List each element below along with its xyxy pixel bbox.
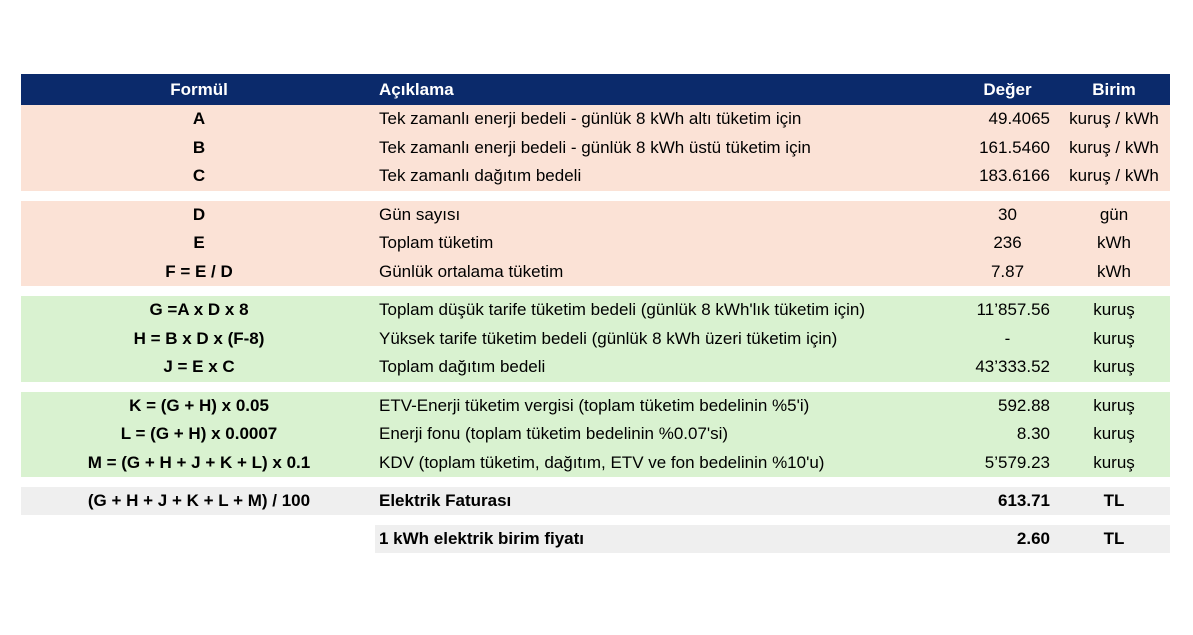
unit-cell: kuruş <box>1093 328 1135 348</box>
unit-cell: kuruş <box>1093 357 1135 377</box>
unit-price-value: 2.60 <box>1016 529 1050 548</box>
value-cell: - <box>1004 328 1011 348</box>
table-row <box>21 325 1170 354</box>
description-cell: Gün sayısı <box>379 204 461 224</box>
table-header <box>21 74 1170 105</box>
description-cell: Yüksek tarife tüketim bedeli (günlük 8 kWh üzeri tüketim için) <box>379 328 838 348</box>
invoice-table <box>21 74 1170 553</box>
description-cell: KDV (toplam tüketim, dağıtım, ETV ve fon bedelinin %10'u) <box>379 452 825 472</box>
table-row <box>21 162 1170 191</box>
value-cell: 11’857.56 <box>976 300 1050 320</box>
total-formula: (G + H + J + K + L + M) / 100 <box>87 491 311 510</box>
header-formula: Formül <box>170 79 228 99</box>
description-cell: Tek zamanlı dağıtım bedeli <box>379 166 582 186</box>
formula-cell: J = E x C <box>163 357 235 377</box>
table-row <box>21 392 1170 421</box>
value-cell: 183.6166 <box>979 166 1050 186</box>
table-row <box>21 296 1170 325</box>
value-cell: 30 <box>998 204 1017 224</box>
formula-cell: B <box>192 137 206 157</box>
table-row <box>21 420 1170 449</box>
value-cell: 43’333.52 <box>975 357 1050 377</box>
description-cell: Toplam dağıtım bedeli <box>379 357 546 377</box>
formula-cell: F = E / D <box>165 261 233 281</box>
formula-cell: C <box>192 166 206 186</box>
unit-cell: kWh <box>1097 233 1131 253</box>
group-spacer <box>21 191 1170 201</box>
value-cell: 161.5460 <box>979 137 1050 157</box>
total-value: 613.71 <box>998 491 1050 510</box>
value-cell: 8.30 <box>1016 424 1050 444</box>
header-unit: Birim <box>1092 79 1136 99</box>
unit-cell: kuruş / kWh <box>1069 166 1159 186</box>
group-spacer <box>21 477 1170 487</box>
formula-cell: A <box>192 109 206 129</box>
table-row <box>21 258 1170 287</box>
table-row <box>21 134 1170 163</box>
unit-cell: kuruş <box>1093 424 1135 444</box>
formula-cell: H = B x D x (F-8) <box>133 328 265 348</box>
group-spacer <box>21 286 1170 296</box>
value-cell: 7.87 <box>990 261 1025 281</box>
description-cell: Tek zamanlı enerji bedeli - günlük 8 kWh altı tüketim için <box>379 109 802 129</box>
total-row <box>21 487 1170 515</box>
table-row <box>21 449 1170 478</box>
group-spacer <box>21 382 1170 392</box>
unit-cell: kuruş <box>1093 300 1135 320</box>
table-row <box>21 229 1170 258</box>
unit-cell: kWh <box>1097 261 1131 281</box>
value-cell: 49.4065 <box>988 109 1050 129</box>
description-cell: Toplam tüketim <box>379 233 494 253</box>
formula-cell: L = (G + H) x 0.0007 <box>120 424 278 444</box>
table-row <box>21 105 1170 134</box>
header-description: Açıklama <box>379 79 454 99</box>
header-value: Değer <box>983 79 1032 99</box>
formula-cell: M = (G + H + J + K + L) x 0.1 <box>87 452 311 472</box>
description-cell: Günlük ortalama tüketim <box>379 261 564 281</box>
total-description: Elektrik Faturası <box>379 491 512 510</box>
total-unit: TL <box>1103 491 1125 510</box>
formula-cell: G =A x D x 8 <box>149 300 249 320</box>
value-cell: 236 <box>993 233 1022 253</box>
description-cell: Enerji fonu (toplam tüketim bedelinin %0.07'si) <box>379 424 729 444</box>
formula-cell: E <box>193 233 205 253</box>
unit-price-row <box>21 525 1170 553</box>
value-cell: 5’579.23 <box>984 452 1050 472</box>
unit-price-unit: TL <box>1103 529 1125 548</box>
description-cell: Toplam düşük tarife tüketim bedeli (günlük 8 kWh'lık tüketim için) <box>379 300 866 320</box>
description-cell: Tek zamanlı enerji bedeli - günlük 8 kWh üstü tüketim için <box>379 137 811 157</box>
description-cell: ETV-Enerji tüketim vergisi (toplam tüketim bedelinin %5'i) <box>379 395 810 415</box>
unit-cell: kuruş / kWh <box>1069 137 1159 157</box>
unit-cell: gün <box>1099 204 1129 224</box>
unit-price-cells <box>375 525 1170 553</box>
value-cell: 592.88 <box>998 395 1050 415</box>
formula-cell: D <box>192 204 206 224</box>
table-row <box>21 353 1170 382</box>
formula-cell: K = (G + H) x 0.05 <box>129 395 269 415</box>
table-row <box>21 201 1170 230</box>
unit-cell: kuruş <box>1093 395 1135 415</box>
unit-price-description: 1 kWh elektrik birim fiyatı <box>379 529 585 548</box>
unit-cell: kuruş <box>1093 452 1135 472</box>
blank-cell <box>21 525 375 553</box>
group-spacer <box>21 515 1170 525</box>
unit-cell: kuruş / kWh <box>1069 109 1159 129</box>
